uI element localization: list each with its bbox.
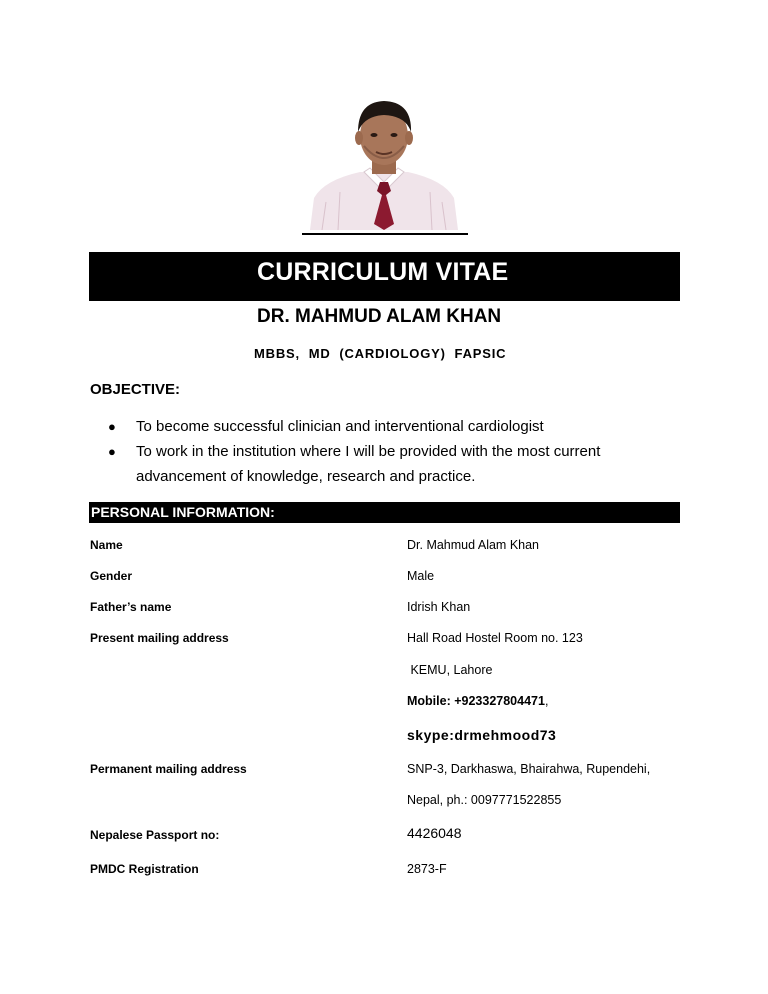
mobile-comma: , xyxy=(544,694,549,708)
permanent-address-line1: SNP-3, Darkhaswa, Bhairahwa, Rupendehi, xyxy=(407,762,651,776)
bullet-icon: ● xyxy=(108,444,116,459)
permanent-address-line2: Nepal, ph.: 0097771522855 xyxy=(407,793,562,807)
personal-info-banner xyxy=(89,502,680,523)
document-title: CURRICULUM VITAE xyxy=(257,258,509,286)
candidate-degrees: MBBS, MD (CARDIOLOGY) FAPSIC xyxy=(254,346,507,361)
father-name-label: Father’s name xyxy=(90,600,172,614)
passport-value: 4426048 xyxy=(407,825,462,841)
gender-value: Male xyxy=(407,569,435,583)
present-address-label: Present mailing address xyxy=(90,631,229,645)
father-name-value: Idrish Khan xyxy=(407,600,471,614)
objective-text: To become successful clinician and interventional cardiologist xyxy=(136,418,544,435)
personal-info-heading: PERSONAL INFORMATION: xyxy=(91,504,275,520)
list-item xyxy=(108,414,668,439)
pmdc-label: PMDC Registration xyxy=(90,862,199,876)
portrait-illustration xyxy=(302,96,466,230)
candidate-name: DR. MAHMUD ALAM KHAN xyxy=(257,306,502,327)
present-address-line1: Hall Road Hostel Room no. 123 xyxy=(407,631,583,645)
present-address-line2: KEMU, Lahore xyxy=(407,663,493,677)
objective-list xyxy=(108,414,668,489)
objective-heading: OBJECTIVE: xyxy=(90,381,181,398)
pmdc-value: 2873-F xyxy=(407,862,447,876)
mobile-text: Mobile: +923327804471 xyxy=(407,694,545,708)
skype-id: skype:drmehmood73 xyxy=(407,727,557,743)
name-label: Name xyxy=(90,538,123,552)
bullet-icon: ● xyxy=(108,419,116,434)
mobile-number xyxy=(407,694,548,708)
gender-label: Gender xyxy=(90,569,133,583)
permanent-address-label: Permanent mailing address xyxy=(90,762,247,776)
name-value: Dr. Mahmud Alam Khan xyxy=(407,538,540,552)
passport-label: Nepalese Passport no: xyxy=(90,828,220,842)
objective-text: To work in the institution where I will be provided with the most current advancement of knowledge, research and practice. xyxy=(136,443,601,485)
title-banner xyxy=(89,252,680,301)
profile-photo xyxy=(302,96,466,230)
list-item xyxy=(108,439,668,489)
photo-underline xyxy=(302,233,468,235)
